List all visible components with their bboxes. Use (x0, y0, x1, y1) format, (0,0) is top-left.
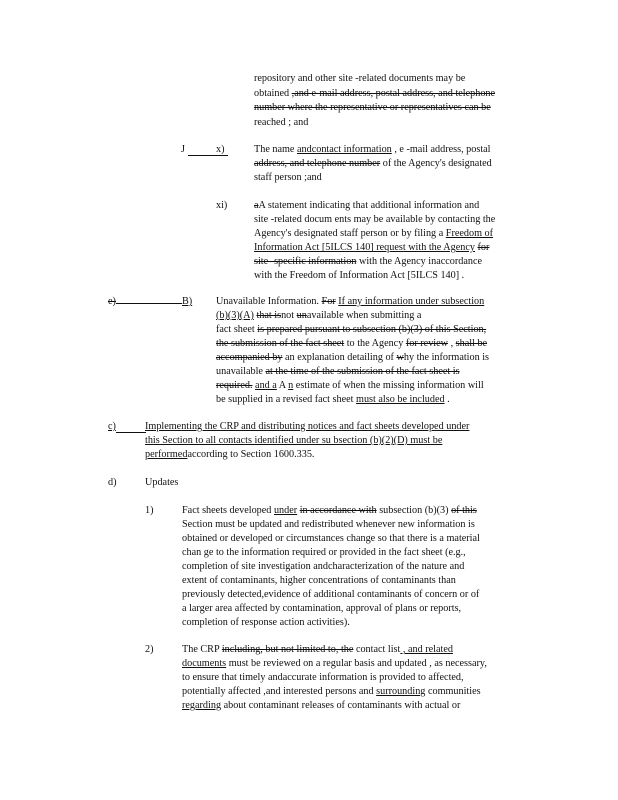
text-line (182, 603, 534, 615)
struck-text: site -specific information (254, 256, 357, 267)
text-line (216, 380, 534, 392)
struck-text: for (477, 242, 490, 253)
text-run: with the Freedom of Information Act [5ILCS 140] . (254, 270, 465, 281)
text-run: a larger area affected by contamination, approval of plans or reports, (182, 603, 462, 614)
struck-text: the submission of the fact sheet (216, 338, 345, 349)
text-run: previously detected,evidence of additional contaminants of concern or of (182, 589, 480, 600)
struck-text: w (396, 352, 404, 363)
text-run: chan ge to the information required or provided in the fact sheet (e.g., (182, 547, 466, 558)
struck-text: is prepared pursuant to subsection (b)(3) of this Section, (257, 324, 487, 335)
text-run: Agency's designated staff person or by filing a (254, 228, 446, 239)
text-line (216, 296, 534, 308)
text-run: contact list (353, 644, 401, 655)
item-label: 1) (145, 505, 154, 516)
text-line (182, 547, 534, 559)
text-run: site -related docum ents may be available by contacting the (254, 214, 496, 225)
text-run: extent of contaminants, higher concentrations of contaminants than (182, 575, 456, 586)
inserted-text: andcontact information (297, 144, 392, 155)
text-run: Fact sheets developed (182, 505, 274, 516)
text-line (254, 270, 534, 282)
struck-text: of this (451, 505, 477, 516)
inserted-text: n (288, 380, 294, 391)
text-line (254, 228, 534, 240)
text-run: estimate of when the missing information will (293, 380, 484, 391)
text-run: to the Agency (344, 338, 406, 349)
text-run: with the Agency inaccordance (356, 256, 483, 267)
text-line (182, 658, 534, 670)
text-run: communities (425, 686, 481, 697)
inserted-text: regarding (182, 700, 222, 711)
underline-rule (116, 432, 146, 433)
text-line (145, 421, 535, 433)
inserted-text: documents (182, 658, 227, 669)
text-line (182, 561, 534, 573)
text-run: . (444, 394, 450, 405)
item-label: 2) (145, 644, 154, 655)
struck-text: including, but not limited to, the (221, 644, 354, 655)
inserted-text: , and related (400, 644, 453, 655)
text-line (182, 589, 534, 601)
text-run: , e -mail address, postal (391, 144, 491, 155)
item-prefix: J (181, 144, 185, 155)
inserted-text: Implementing the CRP and distributing notices and fact sheets developed under (145, 421, 470, 432)
inserted-text: If any information under subsection (338, 296, 485, 307)
text-line (216, 338, 534, 350)
item-label: xi) (216, 200, 228, 211)
inserted-text: Freedom of (445, 228, 494, 239)
struck-text: un (296, 310, 307, 321)
text-run: , (448, 338, 456, 349)
text-run: potentially affected ,and interested persons and (182, 686, 377, 697)
text-run: hy the information is (403, 352, 490, 363)
text-run: an explanation detailing of (282, 352, 397, 363)
text-line (254, 200, 534, 212)
text-run: A statement indicating that additional information and (258, 200, 480, 211)
text-run: unavailable (216, 366, 266, 377)
text-line (182, 644, 534, 656)
section-heading: Updates (145, 477, 179, 488)
struck-text: accompanied by (216, 352, 283, 363)
text-run: be supplied in a revised fact sheet (216, 394, 357, 405)
struck-text: number where the representative or representatives can be (254, 102, 491, 113)
text-run: fact sheet (216, 324, 258, 335)
text-run: The CRP (182, 644, 222, 655)
text-run: Unavailable Information. (216, 296, 322, 307)
text-line (216, 366, 534, 378)
text-line (182, 505, 534, 517)
text-line (254, 117, 534, 129)
inserted-text: must also be included (356, 394, 445, 405)
text-run: obtained (254, 88, 292, 99)
strike-rule (116, 303, 182, 304)
section-label: c) (108, 421, 116, 432)
text-line (182, 617, 534, 629)
text-run: of the Agency's designated (380, 158, 492, 169)
text-line (182, 533, 534, 545)
text-line (216, 352, 534, 364)
old-section-label: e) (108, 296, 116, 307)
text-run: about contaminant releases of contaminants with actual or (221, 700, 461, 711)
text-line (254, 73, 534, 85)
text-run: Section must be updated and redistributed whenever new information is (182, 519, 475, 530)
text-line (182, 700, 534, 712)
text-run: obtained or developed or circumstances change so that there is a material (182, 533, 480, 544)
text-run: to ensure that timely andaccurate information is provided to affected, (182, 672, 464, 683)
text-run: repository and other site -related documents may be (254, 73, 466, 84)
text-line (254, 102, 534, 114)
text-run: The name (254, 144, 297, 155)
text-run: not (281, 310, 297, 321)
text-line (254, 242, 534, 254)
item-label: x) (216, 144, 225, 155)
text-line (216, 394, 534, 406)
text-line (254, 144, 534, 156)
text-line (254, 214, 534, 226)
struck-text: required. (216, 380, 253, 391)
inserted-text: Information Act [5ILCS 140] request with the Agency (254, 242, 475, 253)
text-run: subsection (b)(3) (376, 505, 452, 516)
text-line (216, 310, 534, 322)
struck-text: For (321, 296, 336, 307)
struck-text: address, and telephone number (254, 158, 381, 169)
text-line (182, 686, 534, 698)
inserted-text: this Section to all contacts identified under su bsection (b)(2)(D) must be (145, 435, 443, 446)
struck-text: for review (405, 338, 449, 349)
text-line (216, 324, 534, 336)
struck-text: that is (256, 310, 282, 321)
text-run: A (276, 380, 289, 391)
text-line (254, 172, 534, 184)
struck-text: in accordance with (299, 505, 377, 516)
text-run: available when submitting a (306, 310, 422, 321)
inserted-text: performed (145, 449, 188, 460)
struck-text: at the time of the submission of the fact sheet is (265, 366, 460, 377)
inserted-text: (b)(3)(A) (216, 310, 254, 321)
struck-text: ,and e-mail address, postal address, and telephone (291, 88, 496, 99)
section-label: B) (182, 296, 193, 307)
inserted-text: and a (255, 380, 277, 391)
text-line (145, 435, 535, 447)
struck-text: a (254, 200, 259, 211)
text-line (145, 449, 535, 461)
text-run: according to Section 1600.335. (187, 449, 315, 460)
inserted-text: under (273, 505, 298, 516)
struck-text: shall be (455, 338, 488, 349)
text-run: must be reviewed on a regular basis and updated , as necessary, (226, 658, 487, 669)
text-run: completion of response action activities). (182, 617, 350, 628)
text-line (254, 158, 534, 170)
inserted-text: surrounding (376, 686, 426, 697)
section-label: d) (108, 477, 117, 488)
text-line (182, 672, 534, 684)
text-line (254, 88, 534, 100)
text-line (182, 575, 534, 587)
text-run: staff person ;and (254, 172, 322, 183)
text-run: completion of site investigation andcharacterization of the nature and (182, 561, 465, 572)
text-run: reached ; and (254, 117, 309, 128)
text-line (182, 519, 534, 531)
text-line (254, 256, 534, 268)
